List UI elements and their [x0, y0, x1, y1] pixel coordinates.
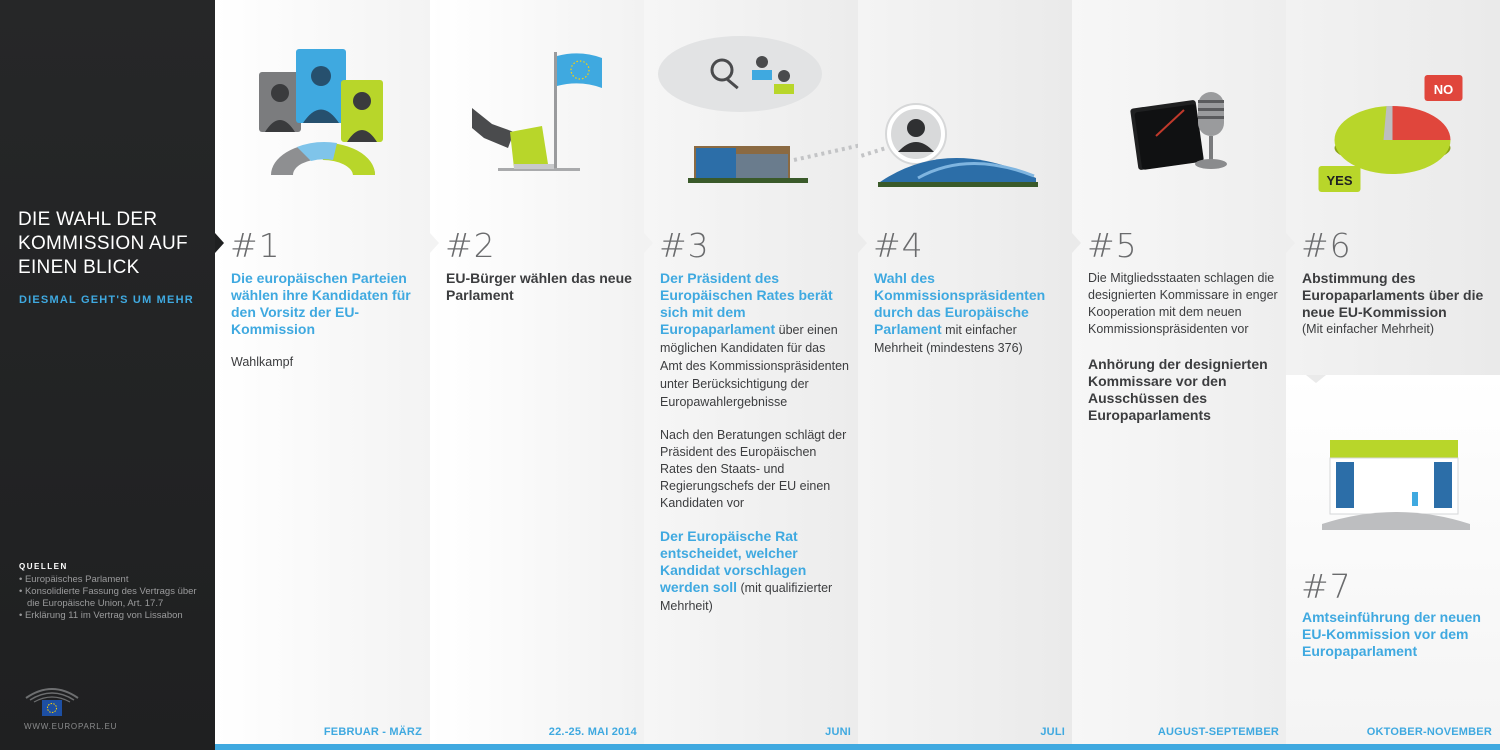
candidates-illustration-icon — [215, 0, 430, 220]
step-column-1 — [215, 0, 430, 750]
step-column-4 — [858, 0, 1073, 750]
europarl-url[interactable]: WWW.EUROPARL.EU — [24, 722, 118, 731]
step-bold-text: EU-Bürger wählen das neue Parlament — [446, 270, 632, 303]
vote-no-label: NO — [1433, 82, 1454, 97]
step-date: AUGUST-SEPTEMBER — [1157, 726, 1279, 738]
step-body: (mit qualifizierter Mehrheit) — [660, 581, 833, 613]
hearing-microphone-illustration-icon — [1072, 0, 1287, 220]
sources-heading: QUELLEN — [19, 562, 68, 571]
source-item: • Erklärung 11 im Vertrag von Lissabon — [19, 610, 183, 621]
title-line: DIE WAHL DER — [18, 209, 158, 230]
step-number: #2 — [445, 226, 496, 265]
ballot-vote-illustration-icon — [430, 0, 645, 220]
step-number: #1 — [230, 226, 281, 265]
step-highlight: Der Europäische Rat entscheidet, welcher Kandidat vorschlagen werden soll — [660, 528, 807, 595]
step-text — [231, 270, 421, 371]
step-bold-text: Anhörung der designierten Kommissare vor den Ausschüssen des Europaparlaments — [1088, 356, 1268, 423]
inauguration-stage-illustration-icon — [1316, 430, 1476, 530]
step-body: Die Mitgliedsstaaten schlagen die designierten Kommissare in enger Kooperation mit dem neuen Kommissionspräsidenten vor — [1088, 271, 1278, 336]
title-line: KOMMISSION AUF — [18, 233, 188, 254]
source-item: • Europäisches Parlament — [19, 574, 129, 585]
step-column-6 — [1286, 0, 1500, 750]
bottom-bar — [430, 744, 645, 750]
step-number: #7 — [1301, 567, 1352, 606]
parliament-logo-icon — [22, 678, 82, 720]
step-date: OKTOBER-NOVEMBER — [1366, 726, 1492, 738]
step-number: #3 — [659, 226, 710, 265]
step-note: Wahlkampf — [231, 355, 294, 369]
vote-pie-illustration-icon — [1286, 0, 1500, 220]
source-item: • Konsolidierte Fassung des Vertrags über die Europäische Union, Art. 17.7 — [19, 586, 197, 609]
sources-list — [19, 574, 199, 622]
step-arrow-icon — [644, 233, 653, 253]
step-arrow-icon — [430, 233, 439, 253]
step-body: Nach den Beratungen schlägt der Präsident des Europäischen Rates den Staats- und Regierungschefs der EU einen Kandidaten vor — [660, 428, 847, 510]
step-date: 22.-25. MAI 2014 — [548, 726, 637, 738]
bottom-bar — [858, 744, 1073, 750]
step-number: #5 — [1087, 226, 1138, 265]
step-text — [874, 270, 1064, 357]
step-number: #4 — [873, 226, 924, 265]
step-highlight: Wahl des Kommissionspräsidenten durch das Europäische Parlament — [874, 270, 1046, 337]
step-date: FEBRUAR - MÄRZ — [323, 726, 422, 738]
panel-arrow-icon — [1306, 375, 1326, 383]
step-text — [660, 270, 850, 615]
bottom-bar — [215, 744, 430, 750]
step-date: JULI — [1040, 726, 1065, 738]
bottom-bar — [644, 744, 859, 750]
bottom-bar — [1286, 744, 1500, 750]
step-text — [1088, 270, 1278, 424]
step-column-5 — [1072, 0, 1287, 750]
step-bold-text: Abstimmung des Europaparlaments über die neue EU-Kommission — [1302, 270, 1484, 320]
step-body: (Mit einfacher Mehrheit) — [1302, 322, 1434, 336]
parliament-building-illustration-icon — [858, 0, 1073, 220]
step-body: mit einfacher Mehrheit (mindestens 376) — [874, 323, 1023, 355]
step-text — [446, 270, 636, 304]
council-consultation-illustration-icon — [644, 0, 859, 220]
step-arrow-icon — [215, 233, 224, 253]
sidebar — [0, 0, 215, 750]
europarl-logo[interactable] — [22, 678, 82, 725]
bottom-bar — [1072, 744, 1287, 750]
subtitle: DIESMAL GEHT'S UM MEHR — [19, 294, 194, 306]
step-column-2 — [430, 0, 645, 750]
title-line: EINEN BLICK — [18, 257, 140, 278]
step-highlight: Der Präsident des Europäischen Rates berät sich mit dem Europaparlament — [660, 270, 833, 337]
vote-yes-label: YES — [1326, 173, 1353, 188]
page-title — [18, 208, 208, 280]
step-arrow-icon — [858, 233, 867, 253]
step-text — [1302, 270, 1492, 338]
step-date: JUNI — [825, 726, 851, 738]
step-column-3 — [644, 0, 859, 750]
step-highlight: Amtseinführung der neuen EU-Kommission vor dem Europaparlament — [1302, 609, 1481, 659]
step-arrow-icon — [1072, 233, 1081, 253]
step-body: über einen möglichen Kandidaten für das Amt des Kommissionspräsidenten unter Berücksichtigung der Europawahlergebnisse — [660, 323, 849, 409]
step-text — [1302, 609, 1492, 660]
step-arrow-icon — [1286, 233, 1295, 253]
step-highlight: Die europäischen Parteien wählen ihre Kandidaten für den Vorsitz der EU-Kommission — [231, 270, 411, 337]
step-number: #6 — [1301, 226, 1352, 265]
